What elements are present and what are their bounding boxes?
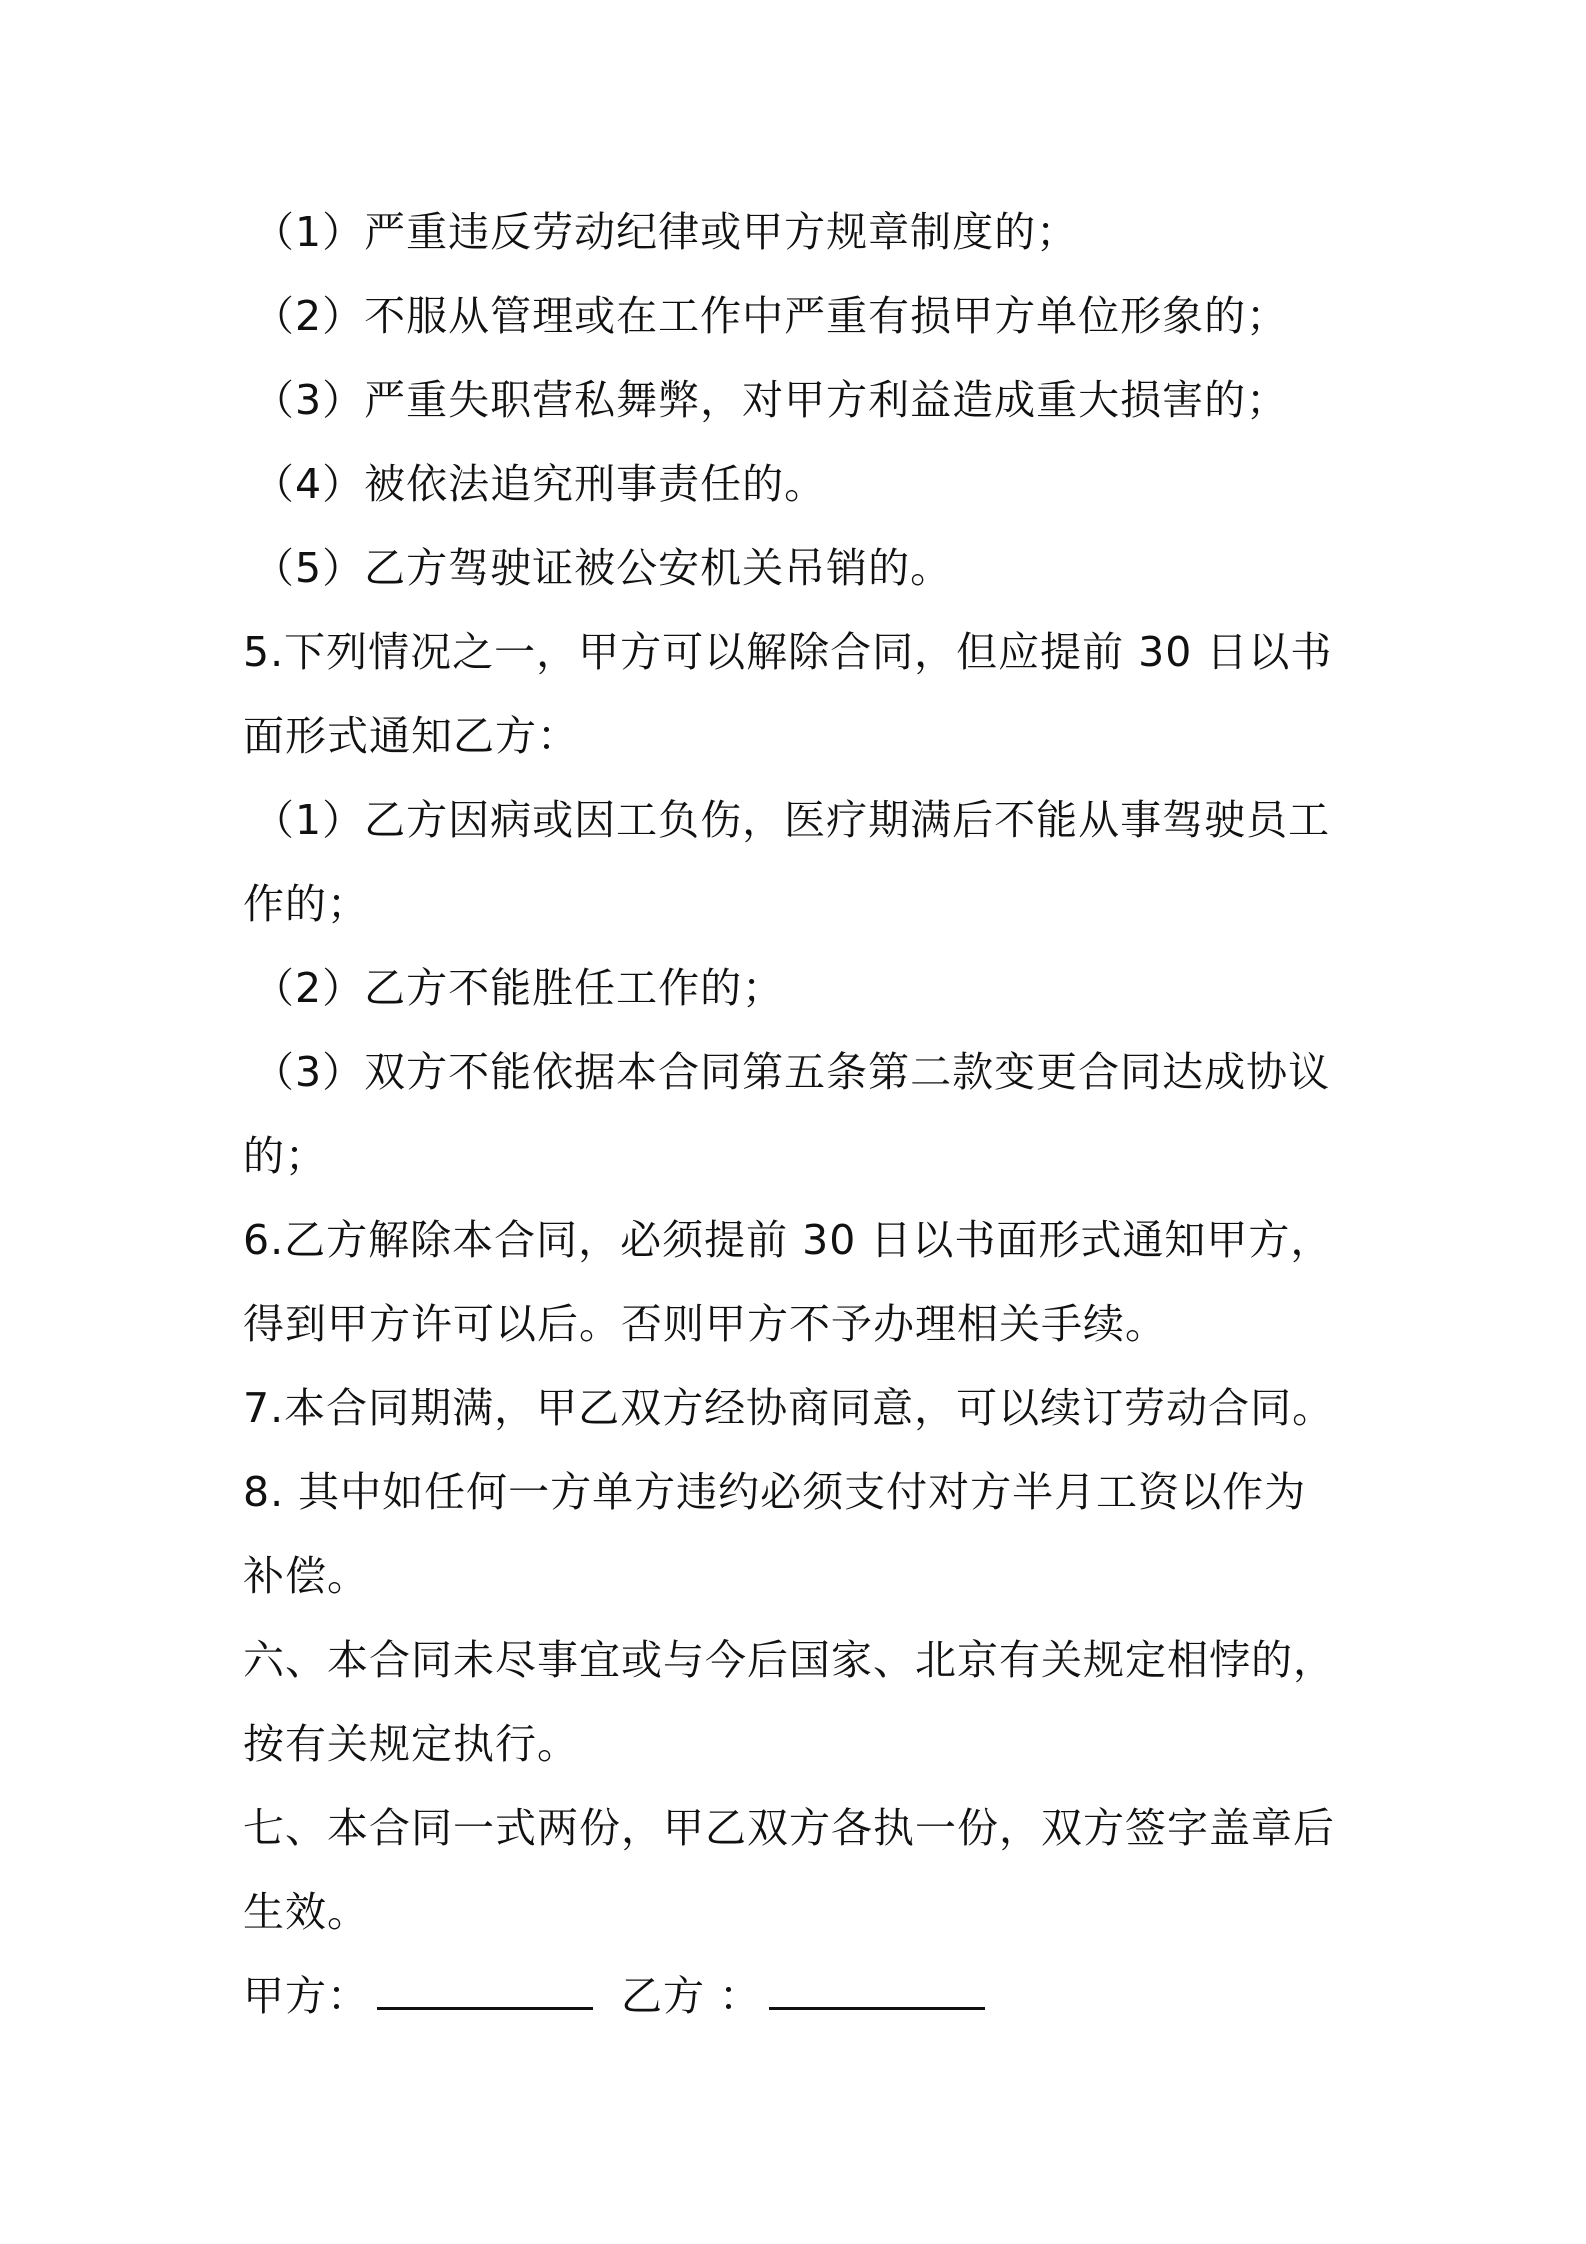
text-line: 作的； bbox=[243, 880, 369, 928]
text-line: （3）双方不能依据本合同第五条第二款变更合同达成协议 bbox=[253, 1048, 1331, 1096]
text-line: 面形式通知乙方： bbox=[243, 712, 579, 760]
party-b-signature-blank bbox=[769, 2003, 985, 2010]
text-line: （1）严重违反劳动纪律或甲方规章制度的； bbox=[253, 208, 1079, 256]
contract-body bbox=[243, 190, 1363, 2038]
text-line: 的； bbox=[243, 1132, 327, 1180]
text-line: 6.乙方解除本合同，必须提前 30 日以书面形式通知甲方， bbox=[243, 1216, 1333, 1264]
text-line: 补偿。 bbox=[243, 1552, 369, 1600]
text-line: 生效。 bbox=[243, 1888, 369, 1936]
text-line: （1）乙方因病或因工负伤，医疗期满后不能从事驾驶员工 bbox=[253, 796, 1331, 844]
text-line: 按有关规定执行。 bbox=[243, 1720, 579, 1768]
text-line: 7.本合同期满，甲乙双方经协商同意，可以续订劳动合同。 bbox=[243, 1384, 1335, 1432]
text-line: （2）乙方不能胜任工作的； bbox=[253, 964, 785, 1012]
text-line: 六、本合同未尽事宜或与今后国家、北京有关规定相悖的， bbox=[243, 1636, 1335, 1684]
party-a-signature-blank bbox=[377, 2003, 593, 2010]
text-line: （3）严重失职营私舞弊，对甲方利益造成重大损害的； bbox=[253, 376, 1289, 424]
text-line: 8. 其中如任何一方单方违约必须支付对方半月工资以作为 bbox=[243, 1468, 1307, 1516]
text-line: （2）不服从管理或在工作中严重有损甲方单位形象的； bbox=[253, 292, 1289, 340]
party-b-label: 乙方 ： bbox=[621, 1972, 762, 2020]
text-line: 5.下列情况之一，甲方可以解除合同，但应提前 30 日以书 bbox=[243, 628, 1333, 676]
clause-list bbox=[243, 190, 1363, 1954]
party-a-label: 甲方： bbox=[243, 1972, 369, 2020]
text-line: 七、本合同一式两份，甲乙双方各执一份，双方签字盖章后 bbox=[243, 1804, 1335, 1852]
text-line: （4）被依法追究刑事责任的。 bbox=[253, 460, 827, 508]
text-line: 得到甲方许可以后。否则甲方不予办理相关手续。 bbox=[243, 1300, 1167, 1348]
signature-line bbox=[243, 1954, 1363, 2038]
text-line: （5）乙方驾驶证被公安机关吊销的。 bbox=[253, 544, 953, 592]
